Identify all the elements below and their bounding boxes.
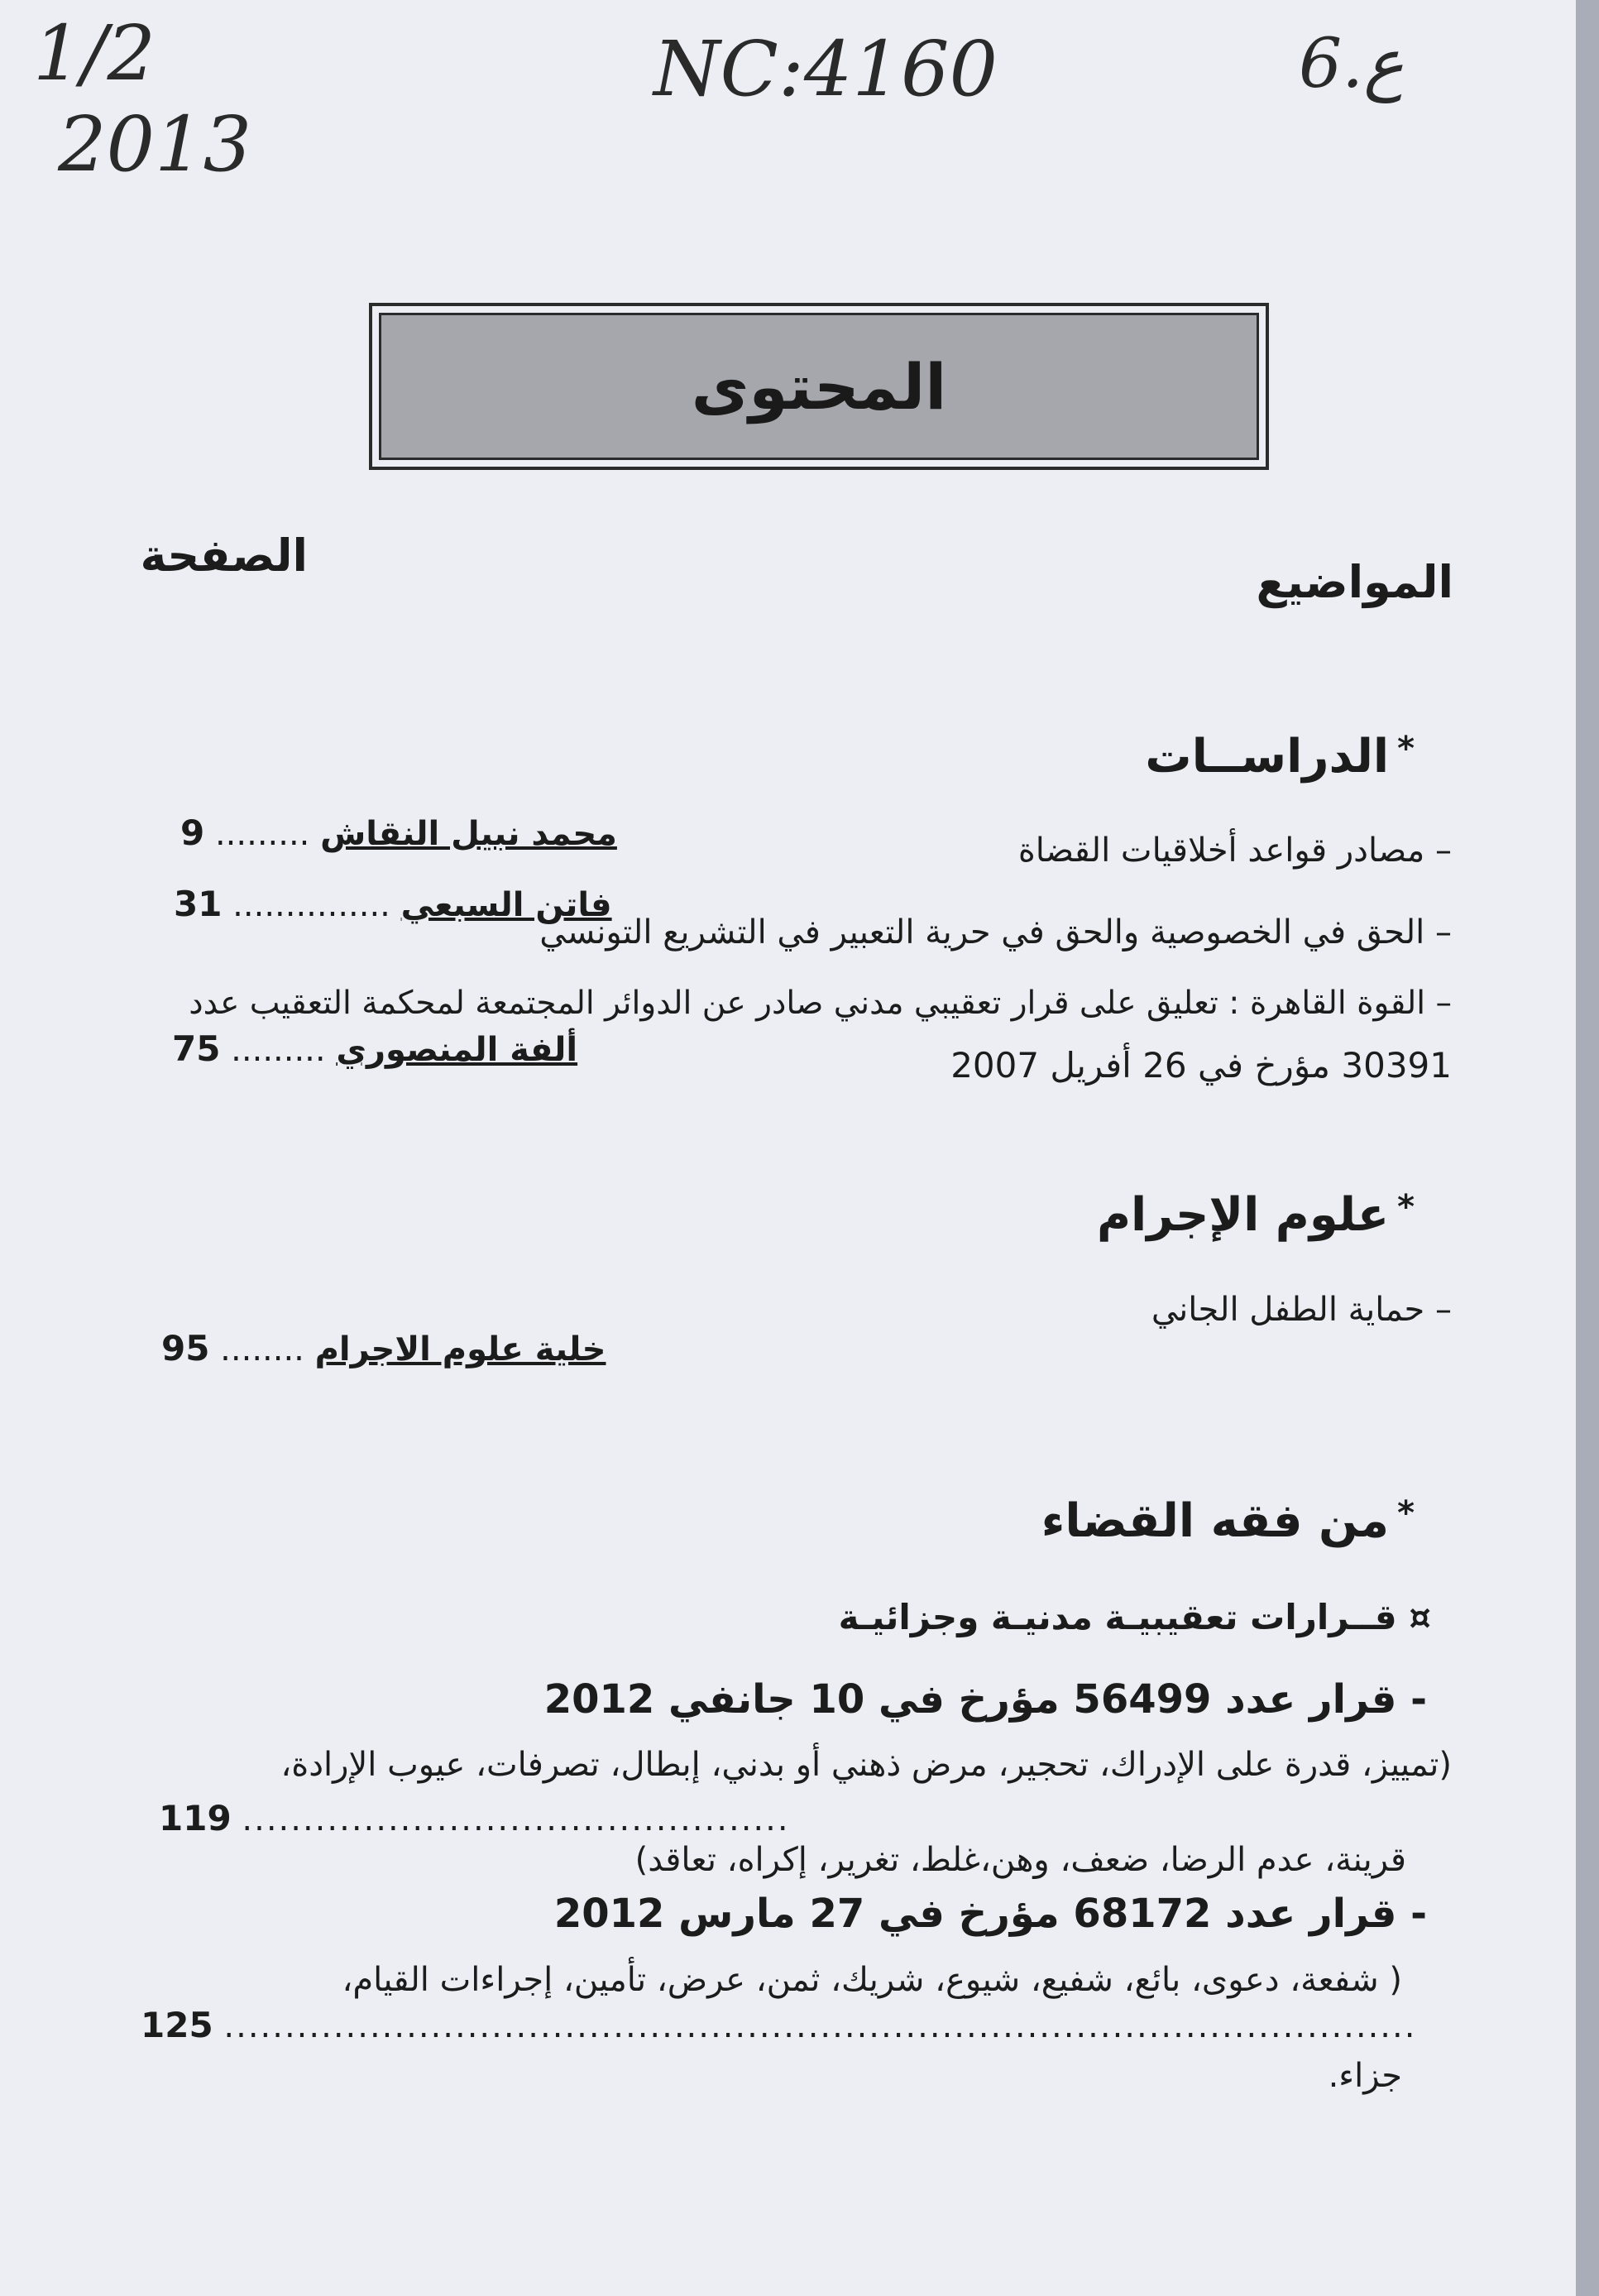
decision-2-page: 125 bbox=[141, 2005, 213, 2045]
entry-3-page: 75 bbox=[172, 1028, 221, 1069]
contents-title: المحتوى bbox=[691, 349, 947, 424]
entry-1-page: 9 bbox=[180, 812, 205, 853]
decision-2-keywords-line1: ( شفعة، دعوى، بائع، شفيع، شيوع، شريك، ثمن، عرض، تأمين، إجراءات القيام، bbox=[342, 1961, 1402, 1999]
entry-4-ref: خلية علوم الاجرام ........ 95 bbox=[161, 1328, 606, 1368]
entry-2-author: فاتن السبعي bbox=[400, 886, 612, 924]
entry-2-ref: فاتن السبعي ............... 31 bbox=[174, 884, 612, 924]
entry-4-title: – حماية الطفل الجاني bbox=[1151, 1291, 1452, 1329]
entry-1-ref: محمد نبيل النقاش ......... 9 bbox=[180, 812, 617, 853]
topics-column-header: المواضيع bbox=[1256, 556, 1453, 608]
handwritten-note-left: 1/2 2013 bbox=[33, 9, 252, 189]
section-heading-studies: *الدراســات bbox=[1145, 730, 1415, 784]
section-heading-jurisprudence: *من فقه القضاء bbox=[1041, 1494, 1415, 1548]
entry-4-page: 95 bbox=[161, 1328, 210, 1368]
entry-3-title: – القوة القاهرة : تعليق على قرار تعقيبي مدني صادر عن الدوائر المجتمعة لمحكمة التعقيب عدد bbox=[189, 985, 1452, 1022]
decision-2-keywords-line2: جزاء. bbox=[1328, 2057, 1402, 2095]
handwritten-issue-number: ع.6 bbox=[1299, 25, 1405, 103]
decision-1-heading: - قرار عدد 56499 مؤرخ في 10 جانفي 2012 bbox=[543, 1676, 1427, 1723]
decision-2-ref: .................................................................................................. 125 bbox=[141, 2005, 1417, 2045]
entry-4-author: خلية علوم الاجرام bbox=[314, 1330, 606, 1368]
star-bullet-icon: * bbox=[1397, 1494, 1415, 1532]
entry-2-title: – الحق في الخصوصية والحق في حرية التعبير في التشريع التونسي bbox=[539, 913, 1452, 951]
page-column-header: الصفحة bbox=[140, 530, 308, 582]
entry-3-ref: ألفة المنصوري ......... 75 bbox=[172, 1028, 578, 1069]
entry-1-author: محمد نبيل النقاش bbox=[320, 815, 617, 853]
decision-2-heading: - قرار عدد 68172 مؤرخ في 27 مارس 2012 bbox=[553, 1891, 1427, 1937]
decision-1-keywords-line2: قرينة، عدم الرضا، ضعف، وهن،غلط، تغرير، إكراه، تعاقد) bbox=[634, 1841, 1406, 1879]
contents-title-box bbox=[369, 303, 1269, 470]
section-heading-criminology: *علوم الإجرام bbox=[1096, 1188, 1415, 1242]
entry-3-author: ألفة المنصوري bbox=[336, 1031, 578, 1069]
page-edge bbox=[1576, 0, 1599, 2296]
star-bullet-icon: * bbox=[1397, 1188, 1415, 1226]
decision-1-ref: ............................................. 119 bbox=[159, 1798, 790, 1838]
star-bullet-icon: * bbox=[1397, 730, 1415, 768]
entry-1-title: – مصادر قواعد أخلاقيات القضاة bbox=[1017, 832, 1452, 870]
entry-2-page: 31 bbox=[174, 884, 223, 924]
decision-1-keywords-line1: (تمييز، قدرة على الإدراك، تحجير، مرض ذهني أو بدني، إبطال، تصرفات، عيوب الإرادة، bbox=[280, 1746, 1452, 1784]
subsection-heading: ¤ قــرارات تعقيبيـة مدنيـة وجزائيـة bbox=[838, 1597, 1431, 1637]
decision-1-page: 119 bbox=[159, 1798, 232, 1838]
entry-3-title-line2: 30391 مؤرخ في 26 أفريل 2007 bbox=[950, 1045, 1452, 1086]
handwritten-call-number: NC:4160 bbox=[653, 25, 998, 113]
